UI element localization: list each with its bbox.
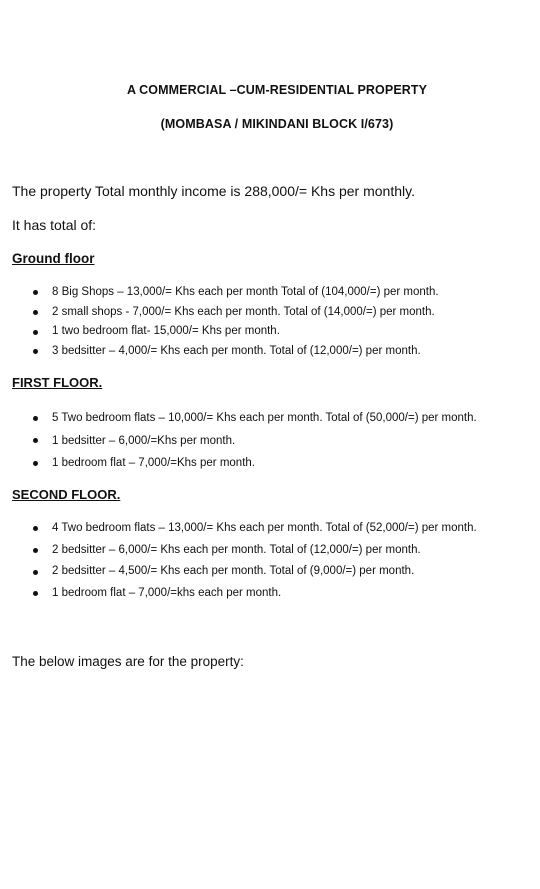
second-floor-heading: SECOND FLOOR. bbox=[12, 487, 121, 502]
first-floor-list bbox=[0, 407, 477, 475]
list-item: 1 bedsitter – 6,000/=Khs per month. bbox=[0, 430, 477, 453]
first-floor-heading: FIRST FLOOR. bbox=[12, 375, 103, 390]
list-item: 8 Big Shops – 13,000/= Khs each per month Total of (104,000/=) per month. bbox=[0, 283, 439, 303]
ground-floor-heading: Ground floor bbox=[12, 251, 95, 266]
list-item: 2 small shops - 7,000/= Khs each per month. Total of (14,000/=) per month. bbox=[0, 303, 439, 323]
list-item: 2 bedsitter – 6,000/= Khs each per month. Total of (12,000/=) per month. bbox=[0, 540, 477, 562]
ground-floor-list bbox=[0, 283, 439, 362]
total-intro: It has total of: bbox=[12, 217, 97, 233]
document-title: A COMMERCIAL –CUM-RESIDENTIAL PROPERTY bbox=[126, 83, 428, 97]
list-item: 1 bedroom flat – 7,000/=khs each per month. bbox=[0, 583, 477, 605]
list-item: 4 Two bedroom flats – 13,000/= Khs each per month. Total of (52,000/=) per month. bbox=[0, 518, 477, 540]
document-subtitle: (MOMBASA / MIKINDANI BLOCK I/673) bbox=[160, 117, 394, 131]
list-item: 3 bedsitter – 4,000/= Khs each per month. Total of (12,000/=) per month. bbox=[0, 342, 439, 362]
list-item: 1 bedroom flat – 7,000/=Khs per month. bbox=[0, 452, 477, 475]
list-item: 5 Two bedroom flats – 10,000/= Khs each per month. Total of (50,000/=) per month. bbox=[0, 407, 477, 430]
list-item: 1 two bedroom flat- 15,000/= Khs per month. bbox=[0, 322, 439, 342]
images-intro: The below images are for the property: bbox=[12, 654, 244, 669]
second-floor-list bbox=[0, 518, 477, 605]
income-statement: The property Total monthly income is 288,000/= Khs per monthly. bbox=[12, 183, 415, 199]
list-item: 2 bedsitter – 4,500/= Khs each per month. Total of (9,000/=) per month. bbox=[0, 561, 477, 583]
